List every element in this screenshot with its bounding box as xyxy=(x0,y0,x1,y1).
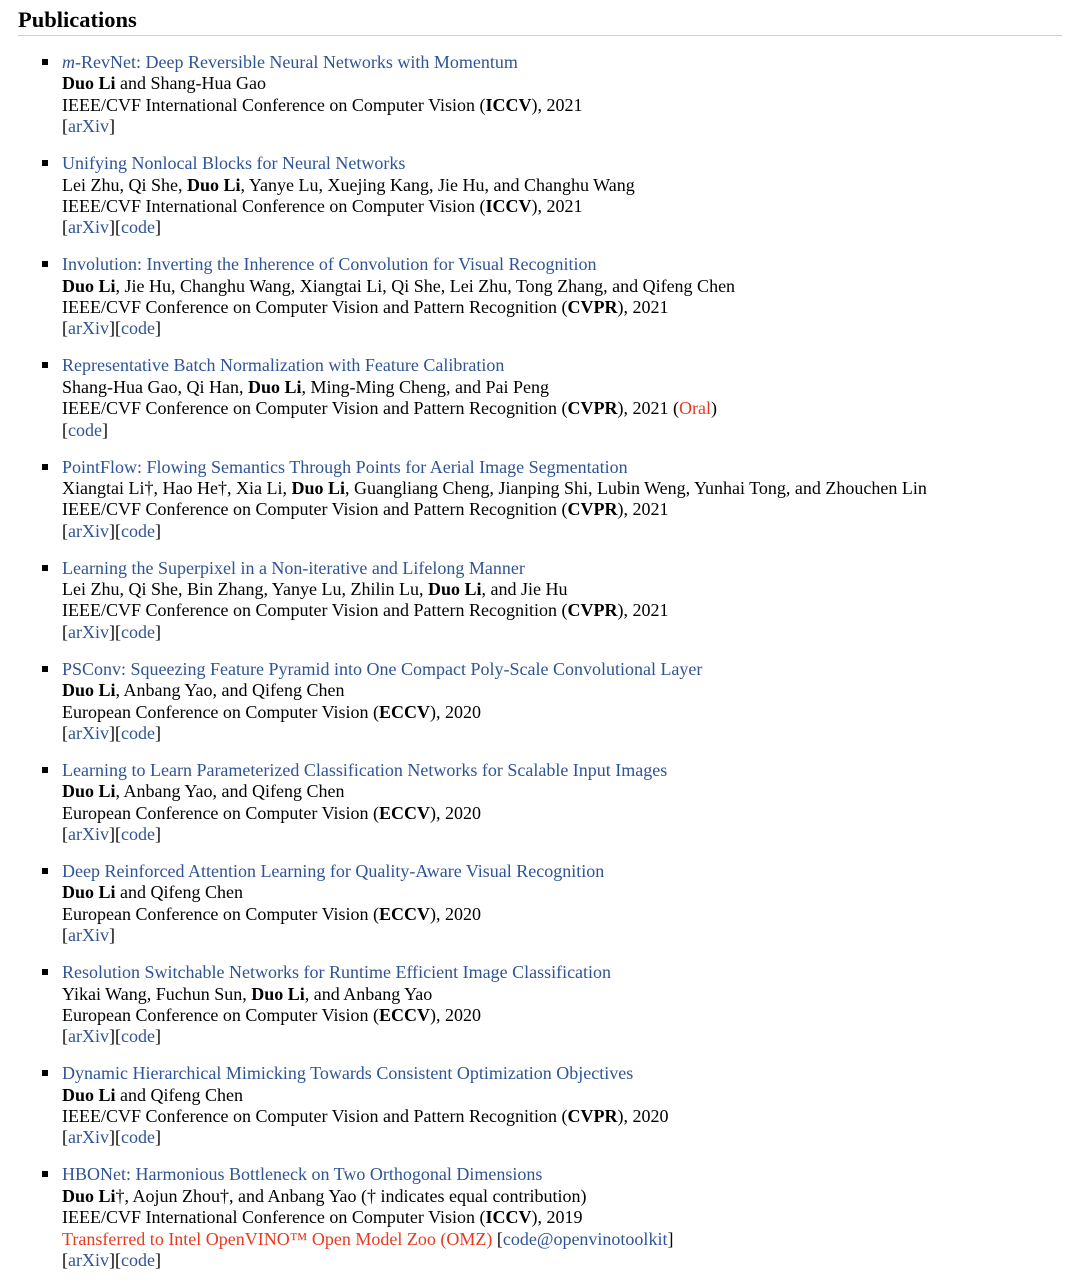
title-italic: m xyxy=(62,52,75,72)
arxiv-link[interactable]: arXiv xyxy=(68,217,109,238)
author-text: †, Aojun Zhou†, and Anbang Yao († indicates equal contribution) xyxy=(115,1185,587,1206)
paper-title-link[interactable]: Deep Reinforced Attention Learning for Quality-Aware Visual Recognition xyxy=(62,861,605,881)
arxiv-link[interactable]: arXiv xyxy=(68,824,109,845)
openvino-code-link[interactable]: code@openvinotoolkit xyxy=(502,1228,668,1249)
venue-year: ), 2021 xyxy=(617,499,669,520)
venue-line xyxy=(62,1005,1062,1026)
venue-abbrev: ECCV xyxy=(379,701,431,722)
venue-abbrev: ECCV xyxy=(379,802,431,823)
links-line: [arXiv][code] xyxy=(62,621,161,642)
authors-line xyxy=(62,1186,1062,1207)
links-line: [arXiv][code] xyxy=(62,824,161,845)
author-text: , Guangliang Cheng, Jianping Shi, Lubin Weng, Yunhai Tong, and Zhouchen Lin xyxy=(344,477,927,498)
authors-line xyxy=(62,478,1062,499)
arxiv-link[interactable]: arXiv xyxy=(68,1127,109,1148)
venue-text: IEEE/CVF International Conference on Computer Vision ( xyxy=(62,195,486,216)
title-line xyxy=(62,52,1062,73)
authors-line xyxy=(62,377,1062,398)
publication-item xyxy=(18,153,1062,239)
venue-text: IEEE/CVF Conference on Computer Vision and Pattern Recognition ( xyxy=(62,398,568,419)
oral-badge: Oral xyxy=(679,398,711,419)
highlight-author: Duo Li xyxy=(62,275,116,296)
venue-text: IEEE/CVF Conference on Computer Vision and Pattern Recognition ( xyxy=(62,499,568,520)
author-text: Yikai Wang, Fuchun Sun, xyxy=(62,983,252,1004)
transfer-line: Transferred to Intel OpenVINO™ Open Model Zoo (OMZ) [code@openvinotoolkit] xyxy=(62,1228,674,1249)
title-line xyxy=(62,861,1062,882)
author-text: , Jie Hu, Changhu Wang, Xiangtai Li, Qi She, Lei Zhu, Tong Zhang, and Qifeng Chen xyxy=(115,275,736,296)
venue-year: ), 2020 xyxy=(617,1106,669,1127)
venue-abbrev: CVPR xyxy=(567,297,618,318)
highlight-author: Duo Li xyxy=(251,983,305,1004)
paper-title-link[interactable]: Involution: Inverting the Inherence of Convolution for Visual Recognition xyxy=(62,254,597,275)
publication-item xyxy=(18,659,1062,745)
arxiv-link[interactable]: arXiv xyxy=(68,1250,109,1270)
code-link[interactable]: code xyxy=(120,520,155,541)
paper-title-link[interactable]: Learning the Superpixel in a Non-iterative and Lifelong Manner xyxy=(62,557,525,578)
author-text: Lei Zhu, Qi She, xyxy=(62,174,187,195)
arxiv-link[interactable]: arXiv xyxy=(68,621,109,642)
authors-line xyxy=(62,73,1062,94)
code-link[interactable]: code xyxy=(120,722,155,743)
paper-title-link[interactable]: Resolution Switchable Networks for Runtime Efficient Image Classification xyxy=(62,962,612,983)
venue-text: European Conference on Computer Vision ( xyxy=(62,1004,380,1025)
venue-abbrev: CVPR xyxy=(567,600,618,621)
highlight-author: Duo Li xyxy=(62,1084,116,1105)
venue-text: European Conference on Computer Vision ( xyxy=(62,903,380,924)
code-link[interactable]: code xyxy=(68,419,102,440)
venue-line xyxy=(62,196,1062,217)
authors-line xyxy=(62,276,1062,297)
venue-text: European Conference on Computer Vision ( xyxy=(62,802,380,823)
arxiv-link[interactable]: arXiv xyxy=(68,116,109,137)
arxiv-link[interactable]: arXiv xyxy=(68,722,109,743)
paper-title-link[interactable]: Dynamic Hierarchical Mimicking Towards Consistent Optimization Objectives xyxy=(62,1063,634,1084)
title-line xyxy=(62,558,1062,579)
venue-text: IEEE/CVF Conference on Computer Vision and Pattern Recognition ( xyxy=(62,1106,568,1127)
authors-line xyxy=(62,175,1062,196)
publication-item xyxy=(18,52,1062,138)
venue-text: IEEE/CVF Conference on Computer Vision and Pattern Recognition ( xyxy=(62,297,568,318)
venue-line xyxy=(62,499,1062,520)
authors-line xyxy=(62,579,1062,600)
venue-abbrev: CVPR xyxy=(567,1106,618,1127)
venue-year: ), 2020 xyxy=(430,802,482,823)
authors-line xyxy=(62,1085,1062,1106)
venue-year: ), 2021 xyxy=(531,195,583,216)
links-line: [arXiv][code] xyxy=(62,217,161,238)
venue-year: ), 2020 xyxy=(430,903,482,924)
venue-year: ), 2020 xyxy=(430,701,482,722)
authors-line xyxy=(62,680,1062,701)
highlight-author: Duo Li xyxy=(62,882,116,903)
venue-abbrev: CVPR xyxy=(567,398,618,419)
venue-year: ), 2021 xyxy=(617,297,669,318)
publication-item xyxy=(18,558,1062,644)
publication-list xyxy=(18,52,1062,1271)
venue-line xyxy=(62,1106,1062,1127)
arxiv-link[interactable]: arXiv xyxy=(68,520,109,541)
author-text: and Shang-Hua Gao xyxy=(115,73,266,94)
venue-line xyxy=(62,702,1062,723)
venue-abbrev: ICCV xyxy=(485,195,532,216)
highlight-author: Duo Li xyxy=(62,680,116,701)
arxiv-link[interactable]: arXiv xyxy=(68,925,109,946)
code-link[interactable]: code xyxy=(120,824,155,845)
publication-item xyxy=(18,962,1062,1048)
venue-line xyxy=(62,904,1062,925)
venue-text: European Conference on Computer Vision ( xyxy=(62,701,380,722)
transfer-note: Transferred to Intel OpenVINO™ Open Model Zoo (OMZ) xyxy=(62,1228,493,1249)
author-text: , Anbang Yao, and Qifeng Chen xyxy=(115,781,345,802)
code-link[interactable]: code xyxy=(120,621,155,642)
venue-line xyxy=(62,398,1062,419)
venue-abbrev: ECCV xyxy=(379,1004,431,1025)
venue-abbrev: CVPR xyxy=(567,499,618,520)
highlight-author: Duo Li xyxy=(186,174,241,195)
title-line xyxy=(62,254,1062,275)
highlight-author: Duo Li xyxy=(291,477,345,498)
title-line xyxy=(62,355,1062,376)
venue-text: IEEE/CVF International Conference on Computer Vision ( xyxy=(62,1207,486,1228)
links-line: [arXiv][code] xyxy=(62,1026,161,1047)
highlight-author: Duo Li xyxy=(247,376,302,397)
authors-line xyxy=(62,984,1062,1005)
section-heading: Publications xyxy=(18,6,1062,36)
links-line: [arXiv] xyxy=(62,116,115,137)
author-text: and Qifeng Chen xyxy=(115,882,243,903)
author-text: , and Anbang Yao xyxy=(304,983,433,1004)
arxiv-link[interactable]: arXiv xyxy=(68,1026,109,1047)
links-line: [code] xyxy=(62,419,108,440)
authors-line xyxy=(62,882,1062,903)
links-line: [arXiv][code] xyxy=(62,1250,161,1270)
publication-item xyxy=(18,861,1062,947)
highlight-author: Duo Li xyxy=(62,781,116,802)
highlight-author: Duo Li xyxy=(62,1185,116,1206)
paper-title-link[interactable]: m-RevNet: Deep Reversible Neural Networks with Momentum xyxy=(62,52,518,72)
paper-title-link[interactable]: Unifying Nonlocal Blocks for Neural Networks xyxy=(62,153,406,174)
venue-abbrev: ICCV xyxy=(485,94,532,115)
paper-title-link[interactable]: HBONet: Harmonious Bottleneck on Two Orthogonal Dimensions xyxy=(62,1164,543,1185)
highlight-author: Duo Li xyxy=(427,579,482,600)
links-line: [arXiv][code] xyxy=(62,722,161,743)
author-text: Lei Zhu, Qi She, Bin Zhang, Yanye Lu, Zhilin Lu, xyxy=(62,579,428,600)
venue-year: ), 2019 xyxy=(531,1207,583,1228)
publication-item xyxy=(18,457,1062,543)
venue-close: ) xyxy=(710,398,717,419)
author-text: , Ming-Ming Cheng, and Pai Peng xyxy=(301,376,549,397)
title-line xyxy=(62,760,1062,781)
publication-item xyxy=(18,1063,1062,1149)
author-text: and Qifeng Chen xyxy=(115,1084,243,1105)
links-line: [arXiv] xyxy=(62,925,115,946)
title-line xyxy=(62,1164,1062,1185)
code-link[interactable]: code xyxy=(120,1127,155,1148)
venue-year: ), 2021 xyxy=(531,94,583,115)
publication-item xyxy=(18,760,1062,846)
venue-abbrev: ECCV xyxy=(379,903,431,924)
title-line xyxy=(62,457,1062,478)
author-text: , and Jie Hu xyxy=(481,579,568,600)
venue-line xyxy=(62,803,1062,824)
links-line: [arXiv][code] xyxy=(62,1127,161,1148)
highlight-author: Duo Li xyxy=(62,73,116,94)
paper-title-link[interactable]: Learning to Learn Parameterized Classification Networks for Scalable Input Images xyxy=(62,759,668,780)
venue-year: ), 2021 ( xyxy=(617,398,679,419)
title-line xyxy=(62,659,1062,680)
paper-title-link[interactable]: PSConv: Squeezing Feature Pyramid into One Compact Poly-Scale Convolutional Layer xyxy=(62,658,703,679)
venue-text: IEEE/CVF Conference on Computer Vision and Pattern Recognition ( xyxy=(62,600,568,621)
author-text: , Yanye Lu, Xuejing Kang, Jie Hu, and Changhu Wang xyxy=(240,174,635,195)
venue-abbrev: ICCV xyxy=(485,1207,532,1228)
links-line: [arXiv][code] xyxy=(62,318,161,339)
author-text: Shang-Hua Gao, Qi Han, xyxy=(62,376,248,397)
publication-item xyxy=(18,1164,1062,1271)
arxiv-link[interactable]: arXiv xyxy=(68,318,109,339)
venue-text: IEEE/CVF International Conference on Computer Vision ( xyxy=(62,94,486,115)
title-line xyxy=(62,1063,1062,1084)
title-line xyxy=(62,153,1062,174)
links-line: [arXiv][code] xyxy=(62,520,161,541)
authors-line xyxy=(62,781,1062,802)
publication-item xyxy=(18,355,1062,441)
venue-line xyxy=(62,297,1062,318)
author-text: , Anbang Yao, and Qifeng Chen xyxy=(115,680,345,701)
code-link[interactable]: code xyxy=(120,217,155,238)
title-line xyxy=(62,962,1062,983)
venue-year: ), 2021 xyxy=(617,600,669,621)
code-link[interactable]: code xyxy=(120,318,155,339)
author-text: Xiangtai Li†, Hao He†, Xia Li, xyxy=(62,477,292,498)
venue-year: ), 2020 xyxy=(430,1004,482,1025)
code-link[interactable]: code xyxy=(120,1250,155,1270)
code-link[interactable]: code xyxy=(120,1026,155,1047)
paper-title-link[interactable]: PointFlow: Flowing Semantics Through Points for Aerial Image Segmentation xyxy=(62,456,628,477)
venue-line xyxy=(62,95,1062,116)
venue-line xyxy=(62,600,1062,621)
publication-item xyxy=(18,254,1062,340)
paper-title-link[interactable]: Representative Batch Normalization with Feature Calibration xyxy=(62,355,505,376)
venue-line xyxy=(62,1207,1062,1228)
